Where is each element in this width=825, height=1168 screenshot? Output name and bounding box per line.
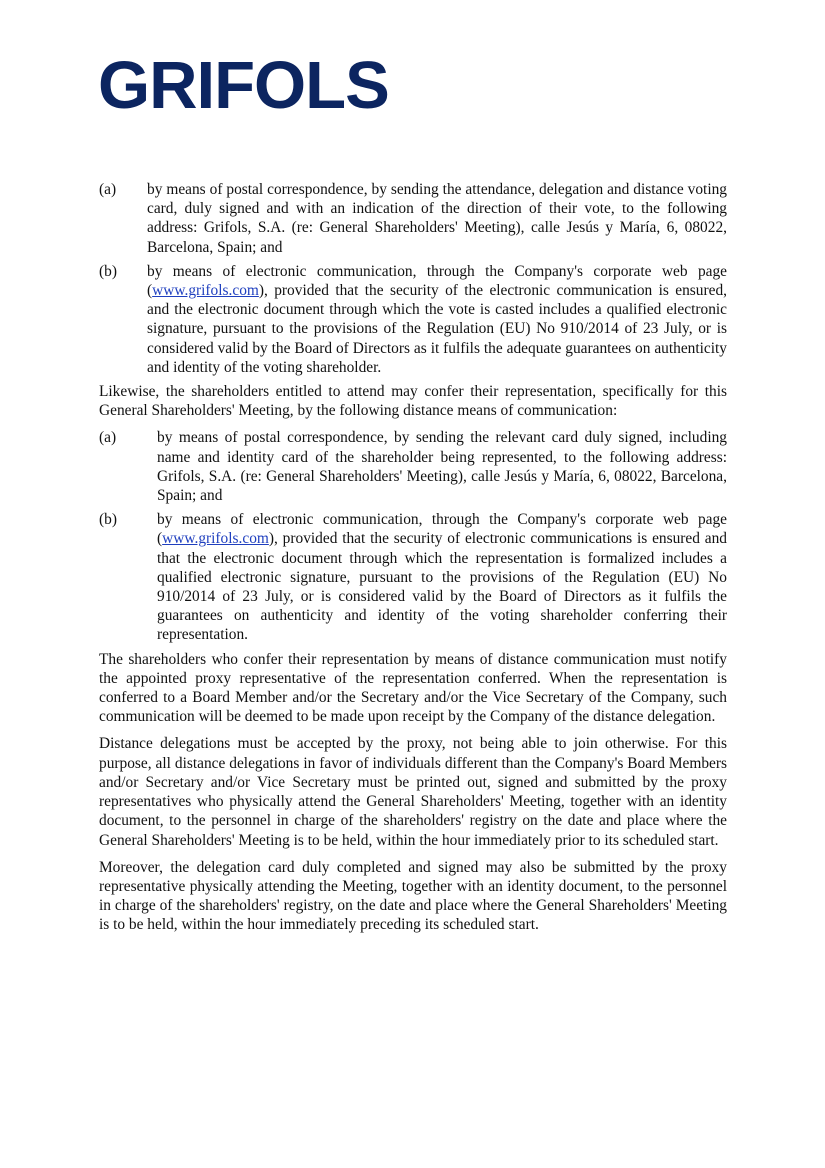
list-item bbox=[99, 510, 727, 644]
paragraph-delegation-card: Moreover, the delegation card duly completed and signed may also be submitted by the proxy representative physically attending the Meeting, together with an identity document, to the personnel in charge of the shareholders' registry, on the date and place where the General Shareholders' Meeting is to be held, within the hour immediately preceding its scheduled start. bbox=[99, 858, 727, 934]
grifols-website-link[interactable]: www.grifols.com bbox=[152, 282, 259, 300]
paragraph-representation-intro: Likewise, the shareholders entitled to attend may confer their representation, specifically for this General Shareholders' Meeting, by the following distance means of communication: bbox=[99, 383, 727, 420]
list-item bbox=[99, 428, 727, 505]
item-text: by means of postal correspondence, by sending the attendance, delegation and distance voting card, duly signed and with an indication of the direction of their vote, to the following address: Grifols, S.A. (re: General Shareholders' Meeting), calle Jesús y María, 6, 08022, Barcelona, Spain; and bbox=[147, 181, 727, 256]
grifols-logo: GRIFOLS bbox=[98, 48, 389, 123]
grifols-website-link[interactable]: www.grifols.com bbox=[162, 530, 269, 548]
item-label: (a) bbox=[99, 429, 117, 447]
item-text: by means of electronic communication, through the Company's corporate web page (www.grifols.com), provided that the security of electronic communications is ensured and that the electronic document through which the representation is formalized includes a qualified electronic signature, pursuant to the provisions of the Regulation (EU) No 910/2014 of 23 July, or is considered valid by the Board of Directors as it fulfils the guarantees on authenticity and identity of the voting shareholder conferring their representation. bbox=[157, 511, 727, 644]
list-item bbox=[99, 180, 727, 257]
list-item bbox=[99, 262, 727, 377]
paragraph-distance-delegations: Distance delegations must be accepted by the proxy, not being able to join otherwise. For this purpose, all distance delegations in favor of individuals different than the Company's Board Members and/or Secretary and/or Vice Secretary must be printed out, signed and submitted by the proxy representatives who physically attend the General Shareholders' Meeting, together with an identity document, to the personnel in charge of the shareholders' registry on the date and place where the General Shareholders' Meeting is to be held, within the hour immediately prior to its scheduled start. bbox=[99, 735, 727, 849]
item-label: (b) bbox=[99, 262, 117, 280]
document-body bbox=[99, 180, 727, 943]
paragraph-notification: The shareholders who confer their representation by means of distance communication must notify the appointed proxy representative of the representation conferred. When the representation is conferred to a Board Member and/or the Secretary and/or the Vice Secretary of the Company, such communication will be deemed to be made upon receipt by the Company of the distance delegation. bbox=[99, 650, 727, 726]
item-text: by means of postal correspondence, by sending the relevant card duly signed, including name and identity card of the shareholder being represented, to the following address: Grifols, S.A. (re: General Shareholders' Meeting), calle Jesús y María, 6, 08022, Barcelona, Spain; and bbox=[157, 429, 727, 505]
item-label: (b) bbox=[99, 511, 117, 529]
representation-methods-list bbox=[99, 428, 727, 644]
voting-methods-list bbox=[99, 180, 727, 377]
item-text: by means of electronic communication, through the Company's corporate web page (www.grifols.com), provided that the security of the electronic communication is ensured, and the electronic document through which the vote is casted includes a qualified electronic signature, pursuant to the provisions of the Regulation (EU) No 910/2014 of 23 July, or is considered valid by the Board of Directors as it fulfils the adequate guarantees on authenticity and identity of the voting shareholder. bbox=[147, 262, 727, 376]
item-label: (a) bbox=[99, 181, 117, 198]
